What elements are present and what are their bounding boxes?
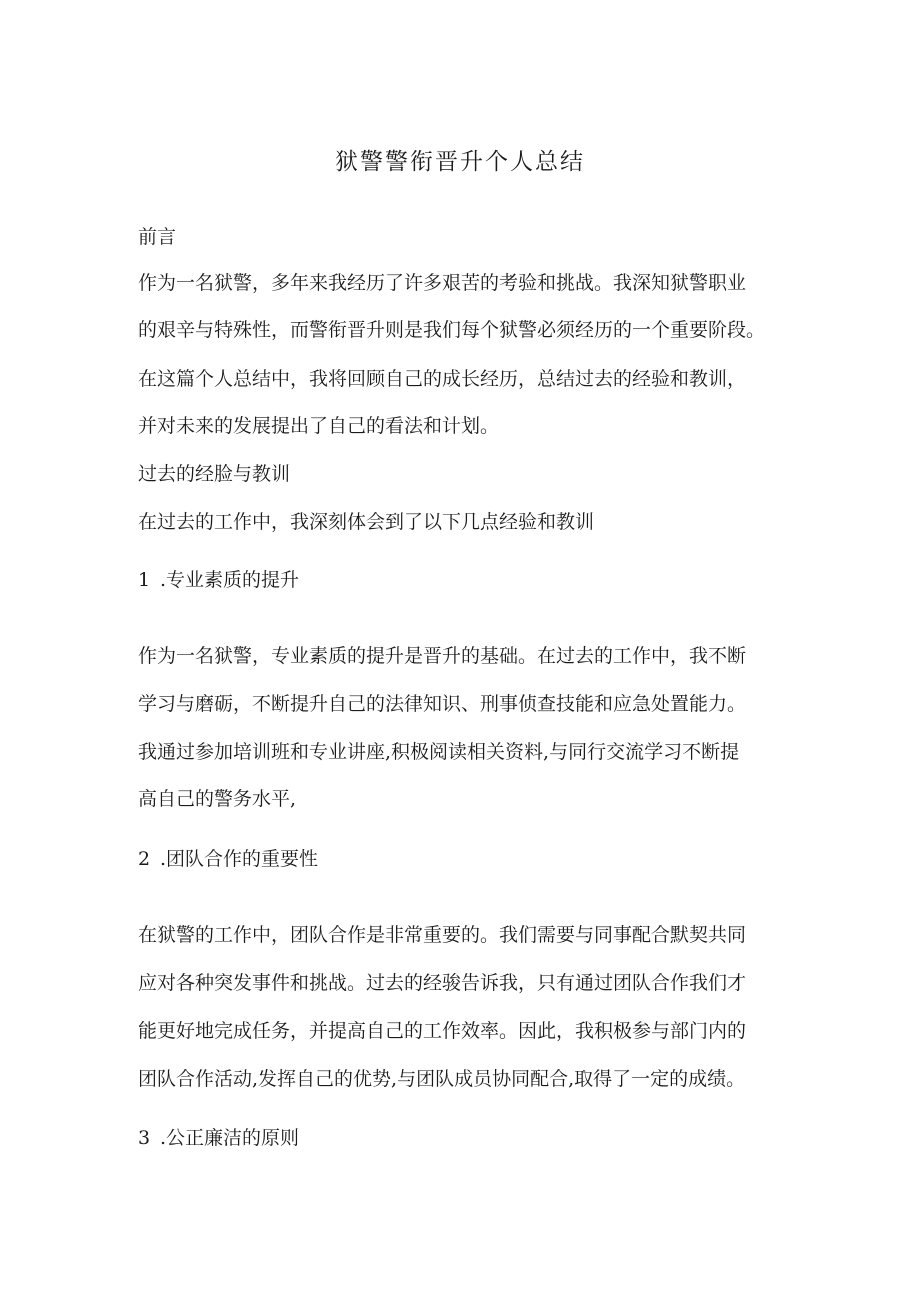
section-line: 应对各种突发事件和挑战。过去的经骏告诉我，只有通过团队合作我们才 [138,972,747,994]
preface-heading: 前言 [138,226,177,248]
section-line: 我通过参加培训班和专业讲座,积极阅读相关资料,与同行交流学习不断提 [138,741,740,763]
section-number: 3 [138,1127,151,1149]
section-line: 作为一名狱警，专业素质的提升是晋升的基础。在过去的工作中，我不断 [138,645,747,667]
section-line: 能更好地完成任务，并提高自己的工作效率。因此，我积极参与部门内的 [138,1020,747,1042]
section-line: 高自己的警务水平, [138,788,297,810]
section-number: 1 [138,569,151,591]
document-title: 狱警警衔晋升个人总结 [335,149,585,175]
section-number: 2 [138,848,151,870]
section-title: .专业素质的提升 [160,569,300,591]
preface-line: 的艰辛与特殊性，而警衔晋升则是我们每个狱警必须经历的一个重要阶段。 [138,319,766,341]
section-heading [138,1125,299,1151]
preface-line: 在这篇个人总结中，我将回顾自己的成长经历，总结过去的经验和教训， [138,368,747,390]
preface-line: 并对未来的发展提出了自己的看法和计划。 [138,415,500,437]
past-heading: 过去的经脸与教训 [138,463,291,485]
section-heading [138,846,318,872]
preface-line: 作为一名狱警，多年来我经历了许多艰苦的考验和挑战。我深知狱警职业 [138,272,747,294]
section-line: 学习与磨砺，不断提升自己的法律知识、刑事侦查技能和应急处置能力。 [138,693,747,715]
section-title: .团队合作的重要性 [160,848,319,870]
section-line: 在狱警的工作中，团队合作是非常重要的。我们需要与同事配合默契共同 [138,924,747,946]
past-intro: 在过去的工作中，我深刻体会到了以下几点经验和教训 [138,511,595,533]
section-title: .公正廉洁的原则 [160,1127,300,1149]
section-heading [138,567,299,593]
section-line: 团队合作活动,发挥自己的优势,与团队成员协同配合,取得了一定的成绩。 [138,1068,746,1090]
